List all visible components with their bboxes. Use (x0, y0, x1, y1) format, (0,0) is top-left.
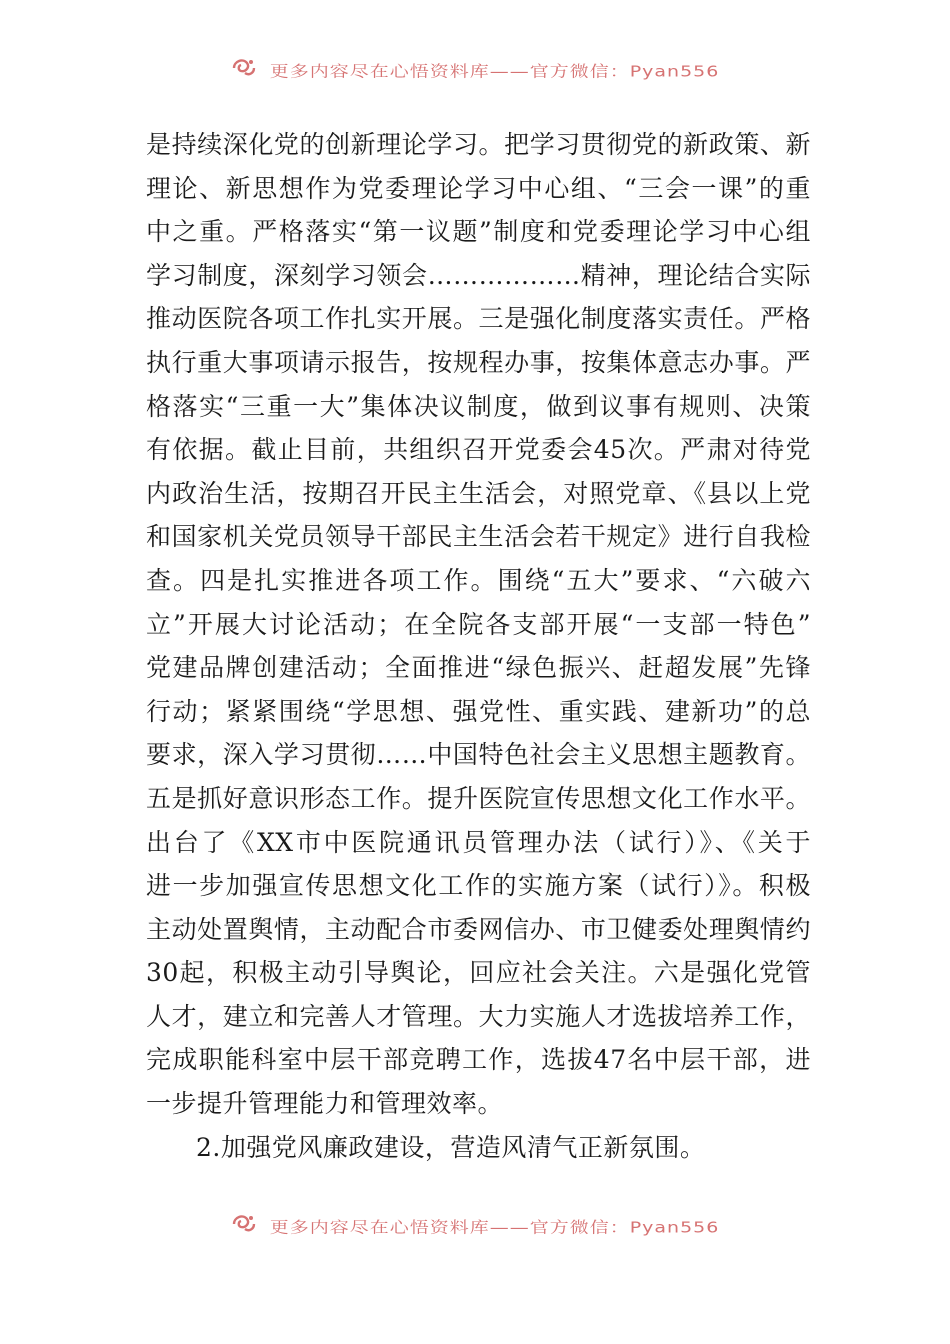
text-line: 推动医院各项工作扎实开展。三是强化制度落实责任。严格 (146, 304, 811, 334)
text-line: 一步提升管理能力和管理效率。 (146, 1089, 504, 1119)
text-line: 格落实“三重一大”集体决议制度，做到议事有规则、决策 (146, 391, 811, 421)
text-line: 执行重大事项请示报告，按规程办事，按集体意志办事。严 (146, 347, 811, 377)
text-line: 完成职能科室中层干部竞聘工作，选拔47名中层干部，进 (146, 1045, 811, 1075)
text-line: 进一步加强宣传思想文化工作的实施方案（试行）》。积极 (146, 871, 811, 901)
text-line: 行动；紧紧围绕“学思想、强党性、重实践、建新功”的总 (146, 696, 811, 726)
text-line: 是持续深化党的创新理论学习。把学习贯彻党的新政策、新 (146, 130, 811, 159)
text-line: 主动处置舆情，主动配合市委网信办、市卫健委处理舆情约 (146, 914, 811, 944)
text-line: 出台了《XX市中医院通讯员管理办法（试行）》、《关于 (146, 827, 811, 857)
watermark-text: 更多内容尽在心悟资料库——官方微信：Pyan556 (269, 62, 720, 81)
text-line: 30起，积极主动引导舆论，回应社会关注。六是强化党管 (146, 958, 811, 988)
watermark-footer (0, 1212, 950, 1252)
document-body (146, 123, 811, 1169)
brand-logo-icon (231, 1212, 257, 1241)
text-line: 立”开展大讨论活动；在全院各支部开展“一支部一特色” (146, 609, 811, 639)
watermark-header (0, 56, 950, 96)
text-line: 内政治生活，按期召开民主生活会，对照党章、《县以上党 (146, 478, 811, 508)
section-heading: 2.加强党风廉政建设，营造风清气正新氛围。 (196, 1132, 706, 1162)
text-line: 学习制度，深刻学习领会………………精神，理论结合实际 (146, 260, 811, 290)
text-line: 要求，深入学习贯彻……中国特色社会主义思想主题教育。 (146, 740, 811, 770)
text-line: 人才，建立和完善人才管理。大力实施人才选拔培养工作， (146, 1001, 811, 1031)
watermark-text: 更多内容尽在心悟资料库——官方微信：Pyan556 (269, 1218, 720, 1237)
text-line: 查。四是扎实推进各项工作。围绕“五大”要求、“六破六 (146, 565, 811, 595)
text-line: 理论、新思想作为党委理论学习中心组、“三会一课”的重 (146, 173, 811, 203)
brand-logo-icon (231, 56, 257, 85)
text-line: 有依据。截止目前，共组织召开党委会45次。严肃对待党 (146, 435, 811, 465)
text-line: 中之重。严格落实“第一议题”制度和党委理论学习中心组 (146, 217, 811, 247)
text-line: 党建品牌创建活动；全面推进“绿色振兴、赶超发展”先锋 (146, 653, 811, 683)
text-line: 五是抓好意识形态工作。提升医院宣传思想文化工作水平。 (146, 783, 811, 813)
text-line: 和国家机关党员领导干部民主生活会若干规定》进行自我检 (146, 522, 811, 552)
